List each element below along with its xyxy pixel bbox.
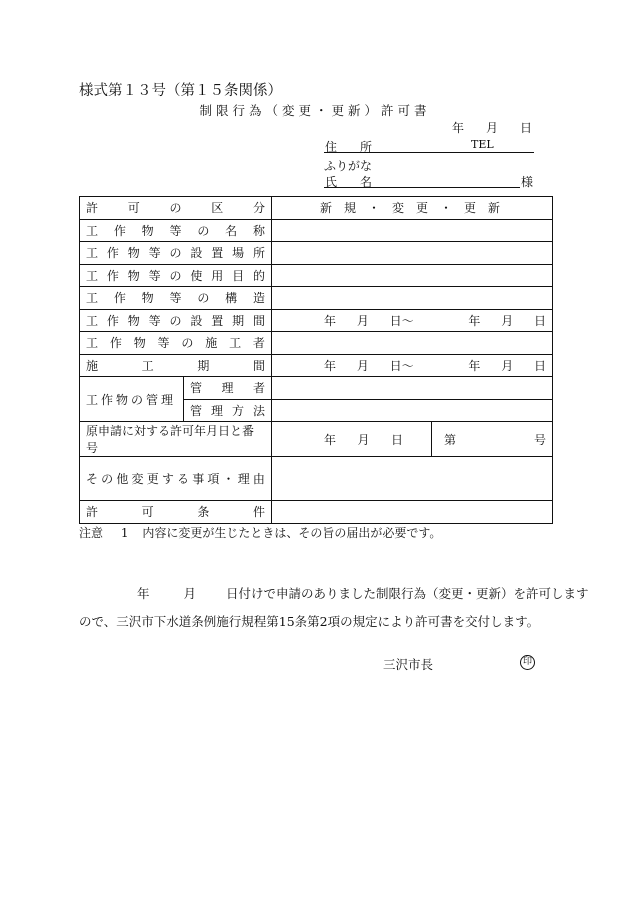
row-structure-name [80, 219, 553, 242]
note-heading: 注意 [79, 526, 104, 540]
note [79, 524, 441, 541]
issuer-name: 三沢市長 [383, 657, 434, 672]
management-label: 工作物の管理 [80, 377, 184, 422]
address-label-1: 住 [325, 140, 338, 154]
permit-table [79, 196, 553, 524]
honorific: 様 [521, 175, 534, 189]
management-method-label: 管 理 方 法 [184, 399, 272, 422]
address-label-2: 所 [360, 140, 373, 154]
structure-name-field[interactable] [272, 219, 553, 242]
other-changes-field[interactable] [272, 457, 553, 501]
manager-label: 管 理 者 [184, 377, 272, 400]
construction-period-field[interactable]: 年 月 日～ 年 月 日 [272, 354, 553, 377]
label-cell: 工 作 物 等 の 使 用 目 的 [80, 264, 272, 287]
row-original-application [80, 422, 553, 457]
furigana-label: ふりがな [324, 159, 373, 173]
original-application-label: 原申請に対する許可年月日と番号 [80, 422, 272, 457]
tel-label: TEL [471, 138, 494, 151]
purpose-field[interactable] [272, 264, 553, 287]
label-cell: 工 作 物 等 の 構 造 [80, 287, 272, 310]
note-number: 1 [120, 526, 129, 540]
management-method-field[interactable] [272, 399, 553, 422]
name-line [324, 173, 520, 188]
row-other-changes [80, 457, 553, 501]
label-cell: 許 可 条 件 [80, 501, 272, 524]
body-year: 年 [137, 586, 150, 601]
row-conditions [80, 501, 553, 524]
address-line [324, 138, 534, 153]
row-installation-period [80, 309, 553, 332]
body-line-2: ので、三沢市下水道条例施行規程第15条第2項の規定により許可書を交付します。 [79, 614, 540, 629]
row-location [80, 242, 553, 265]
label-cell: 工 作 物 等 の 設 置 期 間 [80, 309, 272, 332]
location-field[interactable] [272, 242, 553, 265]
row-construction-period [80, 354, 553, 377]
name-label-2: 名 [360, 175, 373, 189]
original-number-field[interactable]: 第 号 [432, 422, 553, 457]
label-cell: 許 可 の 区 分 [80, 197, 272, 220]
label-cell: 施 工 期 間 [80, 354, 272, 377]
label-cell: 工 作 物 等 の 名 称 [80, 219, 272, 242]
body-line1-text: 日付けで申請のありました制限行為（変更・更新）を許可します [226, 586, 589, 601]
name-label-1: 氏 [325, 175, 338, 189]
row-structure [80, 287, 553, 310]
seal-icon: 印 [520, 655, 535, 670]
conditions-field[interactable] [272, 501, 553, 524]
label-cell: 工 作 物 等 の 施 工 者 [80, 332, 272, 355]
builder-field[interactable] [272, 332, 553, 355]
label-cell: 工 作 物 等 の 設 置 場 所 [80, 242, 272, 265]
form-number: 様式第１３号（第１５条関係） [79, 83, 282, 99]
row-permit-type [80, 197, 553, 220]
note-text: 内容に変更が生じたときは、その旨の届出が必要です。 [142, 526, 442, 540]
row-manager [80, 377, 553, 400]
structure-field[interactable] [272, 287, 553, 310]
body-month: 月 [183, 586, 197, 601]
label-cell: そ の 他 変 更 す る 事 項 ・ 理 由 [80, 457, 272, 501]
installation-period-field[interactable]: 年 月 日～ 年 月 日 [272, 309, 553, 332]
issue-date: 年 月 日 [452, 121, 532, 135]
row-purpose [80, 264, 553, 287]
document-title: 制限行為（変更・更新）許可書 [199, 103, 431, 118]
body-line-1 [137, 584, 589, 602]
original-date-field[interactable]: 年 月 日 [272, 422, 432, 457]
permit-type-options[interactable]: 新 規 ・ 変 更 ・ 更 新 [272, 197, 553, 220]
row-builder [80, 332, 553, 355]
manager-field[interactable] [272, 377, 553, 400]
